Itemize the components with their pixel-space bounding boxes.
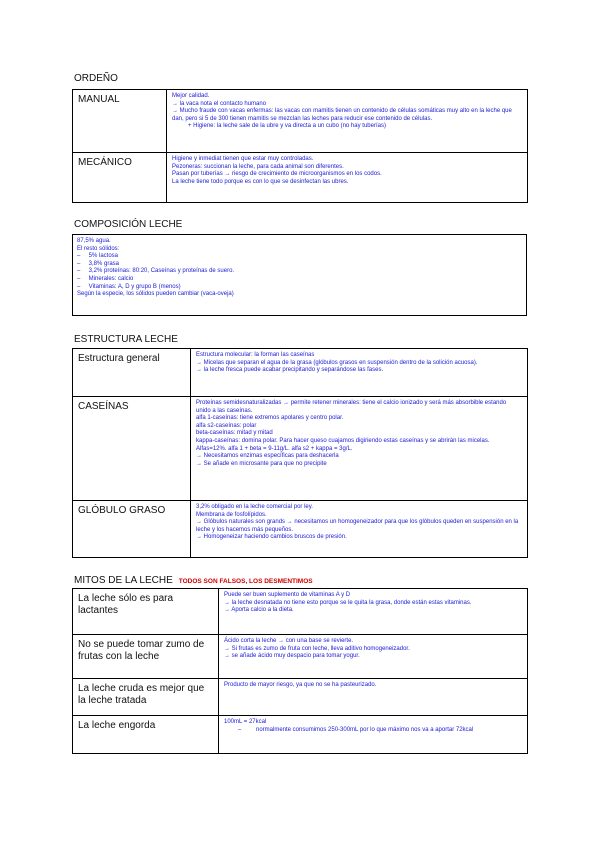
content-line: Puede ser buen suplemento de vitaminas A y D xyxy=(224,592,351,598)
table-row xyxy=(73,153,528,203)
row-label-mecanico: MECÁNICO xyxy=(73,153,167,203)
content-line: kappa-caseínas: domina polar. Para hacer queso cuajamos digiriendo estas caseínas y se abrirán las micelas. xyxy=(196,437,490,444)
table-row xyxy=(73,501,528,558)
table-row xyxy=(73,397,528,501)
content-line: Estructura molecular: la forman las caseínas xyxy=(196,352,315,358)
content-line: – normalmente consumimos 250-300mL por lo que máximo nos va a aportar 72kcal xyxy=(238,726,474,733)
mitos-table xyxy=(72,588,528,754)
row-label-globulo-graso: GLÓBULO GRASO xyxy=(73,501,191,558)
content-line: – 5% lactosa xyxy=(77,253,119,260)
content-text: Vitaminas: A, D y grupo B (menos) xyxy=(88,283,181,290)
content-line: → Glóbulos naturales son grands → necesitamos un homogeneizador para que los glóbulos queden en suspensión en la leche y los hacemos más pequeños. xyxy=(196,519,519,533)
content-line: Higiene y inmediat tienen que estar muy controladas. xyxy=(172,156,314,162)
content-line: Pezoneras: succionan la leche, para cada animal son diferentes. xyxy=(172,163,344,170)
content-line: – 3,2% proteínas: 80:20, Caseínas y proteínas de suero. xyxy=(77,268,235,275)
content-line: La leche tiene todo porque es con lo que se desinfectan las ubres. xyxy=(172,178,349,185)
row-content-estructura-general xyxy=(191,349,528,397)
content-line: Mejor calidad. xyxy=(172,93,210,99)
row-label-mito-lactantes: La leche sólo es para lactantes xyxy=(73,589,219,635)
row-content-mito-lactantes xyxy=(219,589,528,635)
content-line: – 3,8% grasa xyxy=(77,260,120,267)
content-line: → Aporta calcio a la dieta. xyxy=(224,607,294,614)
content-line: Ácido corta la leche → con una base se revierte. xyxy=(224,638,354,644)
section-title-composicion: COMPOSICIÓN LECHE xyxy=(74,219,183,230)
row-label-caseinas: CASEÍNAS xyxy=(73,397,191,501)
content-line: El resto sólidos: xyxy=(77,245,120,252)
content-line: 87,5% agua. xyxy=(77,238,111,244)
content-line: + Higiene: la leche sale de la ubre y va directa a un cubo (no hay tuberías) xyxy=(188,123,386,130)
content-line: Proteínas semidesnaturalizadas → permite retener minerales: tiene el calcio ionizado y será más absorbible estando unido a las caseínas. xyxy=(196,400,507,414)
row-content-globulo-graso xyxy=(191,501,528,558)
row-content-mecanico xyxy=(167,153,528,203)
table-row xyxy=(73,90,528,153)
content-line: – Minerales: calcio xyxy=(77,275,134,282)
content-line: Producto de mayor riesgo, ya que no se ha pasteurizado. xyxy=(224,682,377,688)
row-label-mito-zumo: No se puede tomar zumo de frutas con la leche xyxy=(73,635,219,679)
table-row xyxy=(73,679,528,716)
row-content-manual xyxy=(167,90,528,153)
content-text: 3,2% proteínas: 80:20, Caseínas y proteínas de suero. xyxy=(88,268,235,275)
content-line: Según la especie, los sólidos pueden cambiar (vaca-oveja) xyxy=(77,291,234,298)
content-line: → la vaca nota el contacto humano xyxy=(172,100,267,107)
mitos-note: TODOS SON FALSOS, LOS DESMENTIMOS xyxy=(178,578,313,585)
row-content-mito-cruda xyxy=(219,679,528,716)
row-content-mito-engorda xyxy=(219,716,528,754)
content-line: → Si frutas es zumo de fruta con leche, lleva aditivo homogeneizador. xyxy=(224,645,410,652)
content-line: → Micelas que separan el agua de la grasa (glóbulos grasos en suspensión dentro de la solición acuosa). xyxy=(196,359,478,366)
content-line: Pasan por tuberías → riesgo de crecimiento de microorganismos en los codos. xyxy=(172,171,382,178)
table-row xyxy=(73,589,528,635)
content-line: → Homogeneizar haciendo cambios bruscos de presión. xyxy=(196,534,347,541)
content-line: → la leche fresca puede acabar precipitando y separándose las fases. xyxy=(196,367,384,374)
section-title-estructura: ESTRUCTURA LECHE xyxy=(74,334,178,345)
row-content-mito-zumo xyxy=(219,635,528,679)
content-line: 3,2% obligado en la leche comercial por ley. xyxy=(196,504,313,510)
row-label-estructura-general: Estructura general xyxy=(73,349,191,397)
row-label-mito-engorda: La leche engorda xyxy=(73,716,219,754)
content-line: → Mucho fraude con vacas enfermas: las vacas con mamitis tienen un contenido de células somáticas muy alto en la leche que dan, pero si 5 de 300 tienen mamitis se mezclan las leches para reducir ese contenido de células. xyxy=(172,108,512,122)
content-line: alfa s2-caseínas: polar xyxy=(196,422,257,429)
content-line: 100mL = 27kcal xyxy=(224,719,267,725)
table-row xyxy=(73,349,528,397)
composicion-box xyxy=(72,234,527,316)
mitos-title: MITOS DE LA LECHE xyxy=(74,575,173,586)
content-line: – Vitaminas: A, D y grupo B (menos) xyxy=(77,283,181,290)
ordeno-table xyxy=(72,89,528,203)
section-title-mitos xyxy=(74,575,313,586)
content-text: normalmente consumimos 250-300mL por lo que máximo nos va a aportar 72kcal xyxy=(256,726,474,733)
estructura-table xyxy=(72,348,528,558)
content-line: alfa 1-caseínas: tiene extremos apolares y centro polar. xyxy=(196,415,344,422)
row-content-caseinas xyxy=(191,397,528,501)
content-line: → Se añade en microsante para que no precipite xyxy=(196,460,327,467)
content-text: 3,8% grasa xyxy=(88,260,120,267)
section-title-ordeno: ORDEÑO xyxy=(74,73,118,84)
table-row xyxy=(73,635,528,679)
content-line: beta-caseínas: mitad y mitad xyxy=(196,430,273,437)
content-line: → se añade ácido muy despacio para tomar yogur. xyxy=(224,653,360,660)
table-row xyxy=(73,716,528,754)
content-line: Alfas=12%. alfa 1 + beta = 9-11g/L. alfa s2 + kappa = 3g/L. xyxy=(196,445,353,452)
content-text: Minerales: calcio xyxy=(88,275,134,282)
content-line: → la leche desnatada no tiene esto porque se le quita la grasa, donde están estas vitaminas. xyxy=(224,599,472,606)
content-text: 5% lactosa xyxy=(88,253,119,260)
content-line: Membrana de fosfolípidos. xyxy=(196,511,267,518)
row-label-mito-cruda: La leche cruda es mejor que la leche tratada xyxy=(73,679,219,716)
content-line: → Necesitamos enzimas específicas para deshacerla xyxy=(196,453,339,460)
row-label-manual: MANUAL xyxy=(73,90,167,153)
